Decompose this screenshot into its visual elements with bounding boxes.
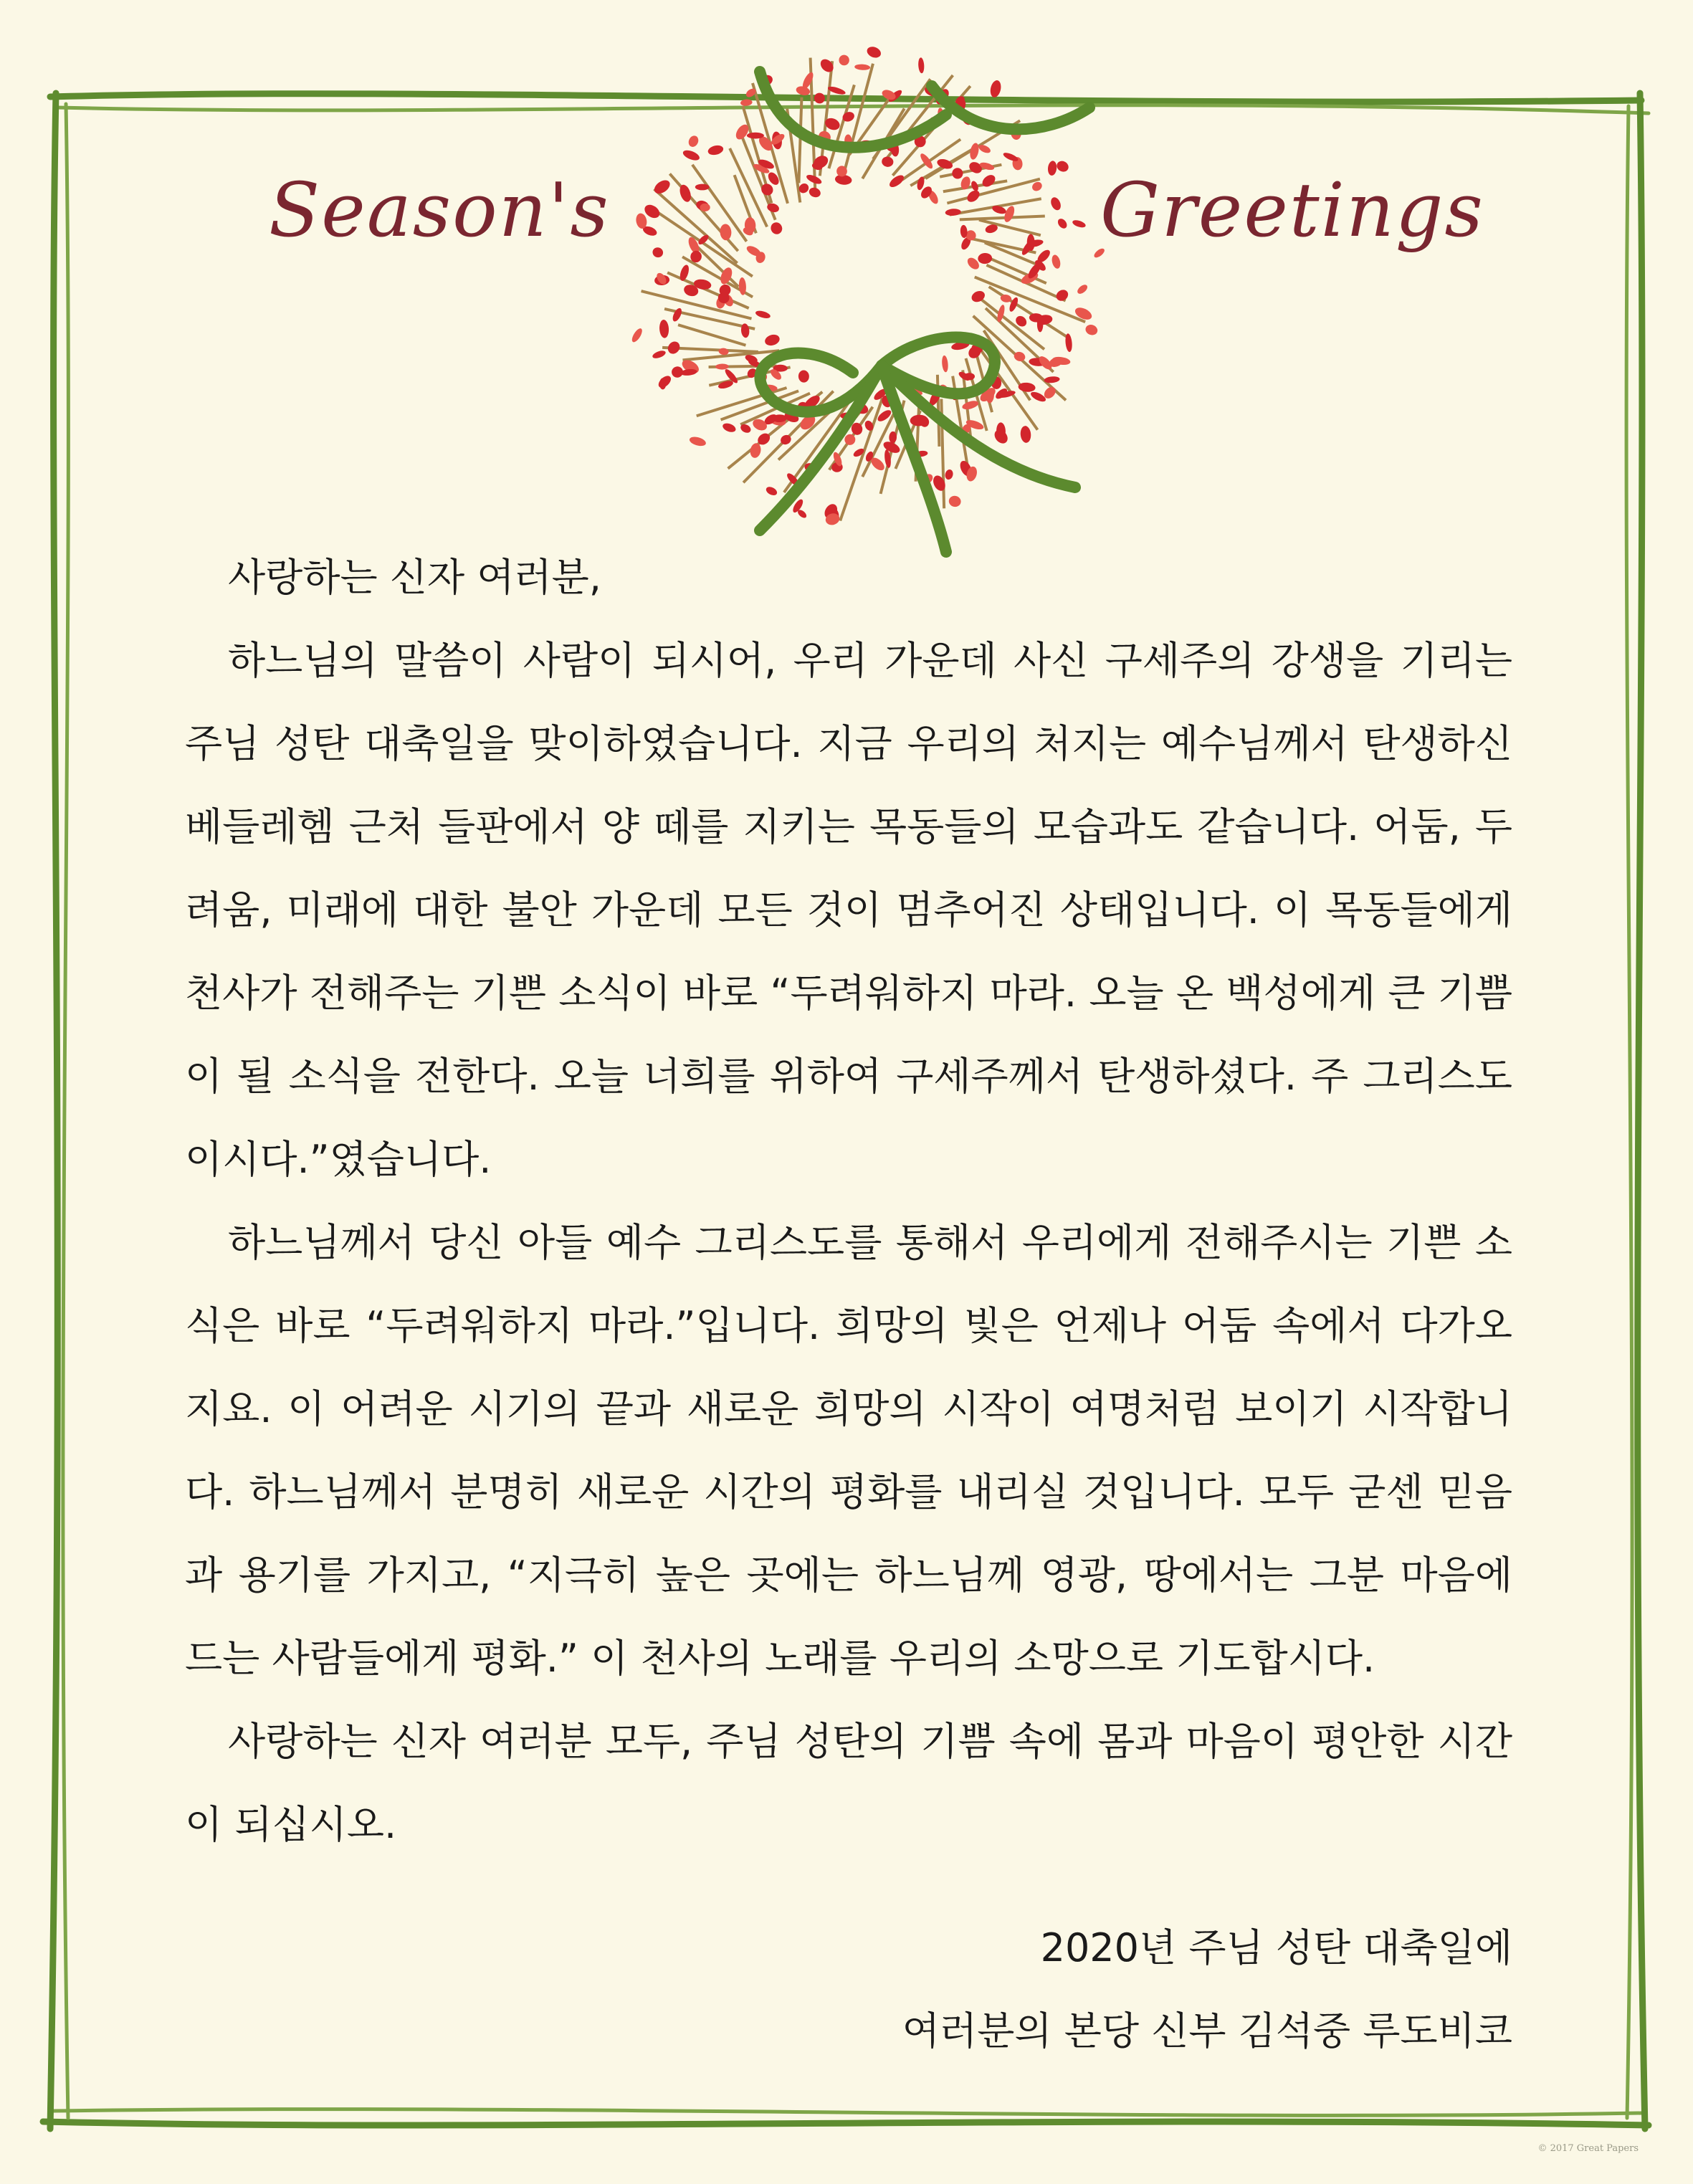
letter-paragraph: 하느님께서 당신 아들 예수 그리스도를 통해서 우리에게 전해주시는 기쁜 소식은 바로 “두려워하지 마라.”입니다. 희망의 빛은 언제나 어둠 속에서 다가오지요. 이 어려운 시기의 끝과 새로운 희망의 시작이 여명처럼 보이기 시작합니다. 하느님께서 분명히 새로운 시간의 평화를 내리실 것입니다. 모두 굳센 믿음과 용기를 가지고, “지극히 높은 곳에는 하느님께 영광, 땅에서는 그분 마음에 드는 사람들에게 평화.” 이 천사의 노래를 우리의 소망으로 기도합시다.	[185, 1220, 1512, 1681]
letter-body	[185, 536, 1512, 1866]
greeting-left-text: Season's	[269, 166, 610, 254]
wreath-illustration	[545, 29, 1190, 588]
copyright-notice: © 2017 Great Papers	[1537, 2143, 1639, 2154]
signature-block	[902, 1907, 1512, 2073]
letter-salutation: 사랑하는 신자 여러분,	[228, 555, 601, 600]
signature-date: 2020년 주님 성탄 대축일에	[1040, 1925, 1512, 1970]
greeting-right-text: Greetings	[1100, 166, 1484, 254]
letter-paragraph: 하느님의 말씀이 사람이 되시어, 우리 가운데 사신 구세주의 강생을 기리는 주님 성탄 대축일을 맞이하였습니다. 지금 우리의 처지는 예수님께서 탄생하신 베들레헴 근처 들판에서 양 떼를 지키는 목동들의 모습과도 같습니다. 어둠, 두려움, 미래에 대한 불안 가운데 모든 것이 멈추어진 상태입니다. 이 목동들에게 천사가 전해주는 기쁜 소식이 바로 “두려워하지 마라. 오늘 온 백성에게 큰 기쁨이 될 소식을 전한다. 오늘 너희를 위하여 구세주께서 탄생하셨다. 주 그리스도이시다.”였습니다.	[185, 638, 1512, 1182]
letter-paragraph: 사랑하는 신자 여러분 모두, 주님 성탄의 기쁨 속에 몸과 마음이 평안한 시간이 되십시오.	[185, 1719, 1512, 1847]
signature-name: 여러분의 본당 신부 김석중 루도비코	[902, 2008, 1512, 2054]
